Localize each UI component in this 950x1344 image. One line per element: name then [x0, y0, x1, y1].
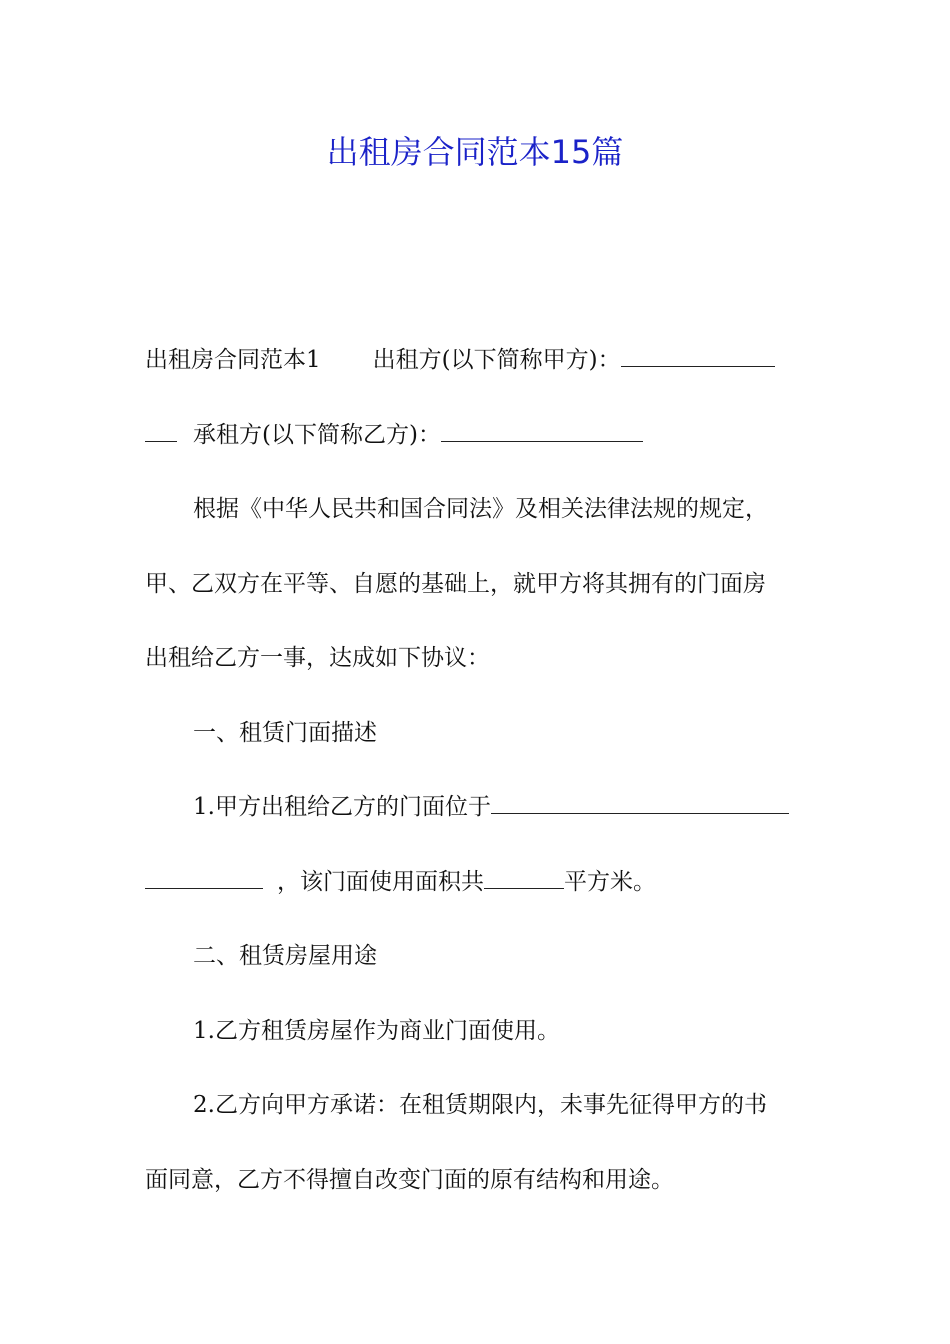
lessor-label: 出租方(以下简称甲方)： — [372, 347, 621, 373]
lessee-blank — [441, 415, 643, 442]
document-title: 出租房合同范本15篇 — [326, 133, 624, 171]
lessor-blank-continued — [145, 415, 177, 442]
paragraph-preamble-1: 根据《中华人民共和国合同法》及相关法律法规的规定， — [193, 496, 768, 522]
clause-1-1-text: 1.甲方出租给乙方的门面位于 — [193, 794, 491, 820]
clause-2-1: 1.乙方租赁房屋作为商业门面使用。 — [193, 1018, 560, 1044]
lessee-label: 承租方(以下简称乙方)： — [193, 422, 441, 448]
area-label: ，该门面使用面积共 — [277, 869, 484, 895]
area-blank — [484, 862, 564, 889]
section-heading-2: 二、租赁房屋用途 — [193, 943, 377, 969]
section-heading-1: 一、租赁门面描述 — [193, 720, 377, 746]
clause-1-1-continued — [145, 862, 810, 902]
clause-1-1 — [145, 787, 810, 827]
paragraph-preamble-3: 出租给乙方一事，达成如下协议： — [145, 645, 490, 671]
area-unit: 平方米。 — [564, 869, 656, 895]
clause-2-2: 2.乙方向甲方承诺：在租赁期限内，未事先征得甲方的书 — [193, 1092, 767, 1118]
contract-number-label: 出租房合同范本1 — [145, 347, 321, 373]
line-parties-lessor — [145, 340, 810, 380]
location-blank — [491, 787, 789, 814]
clause-2-2-continued: 面同意，乙方不得擅自改变门面的原有结构和用途。 — [145, 1167, 674, 1193]
lessor-blank — [621, 340, 775, 367]
line-parties-lessee — [145, 415, 810, 455]
location-blank-continued — [145, 862, 263, 889]
paragraph-preamble-2: 甲、乙双方在平等、自愿的基础上，就甲方将其拥有的门面房 — [145, 571, 766, 597]
